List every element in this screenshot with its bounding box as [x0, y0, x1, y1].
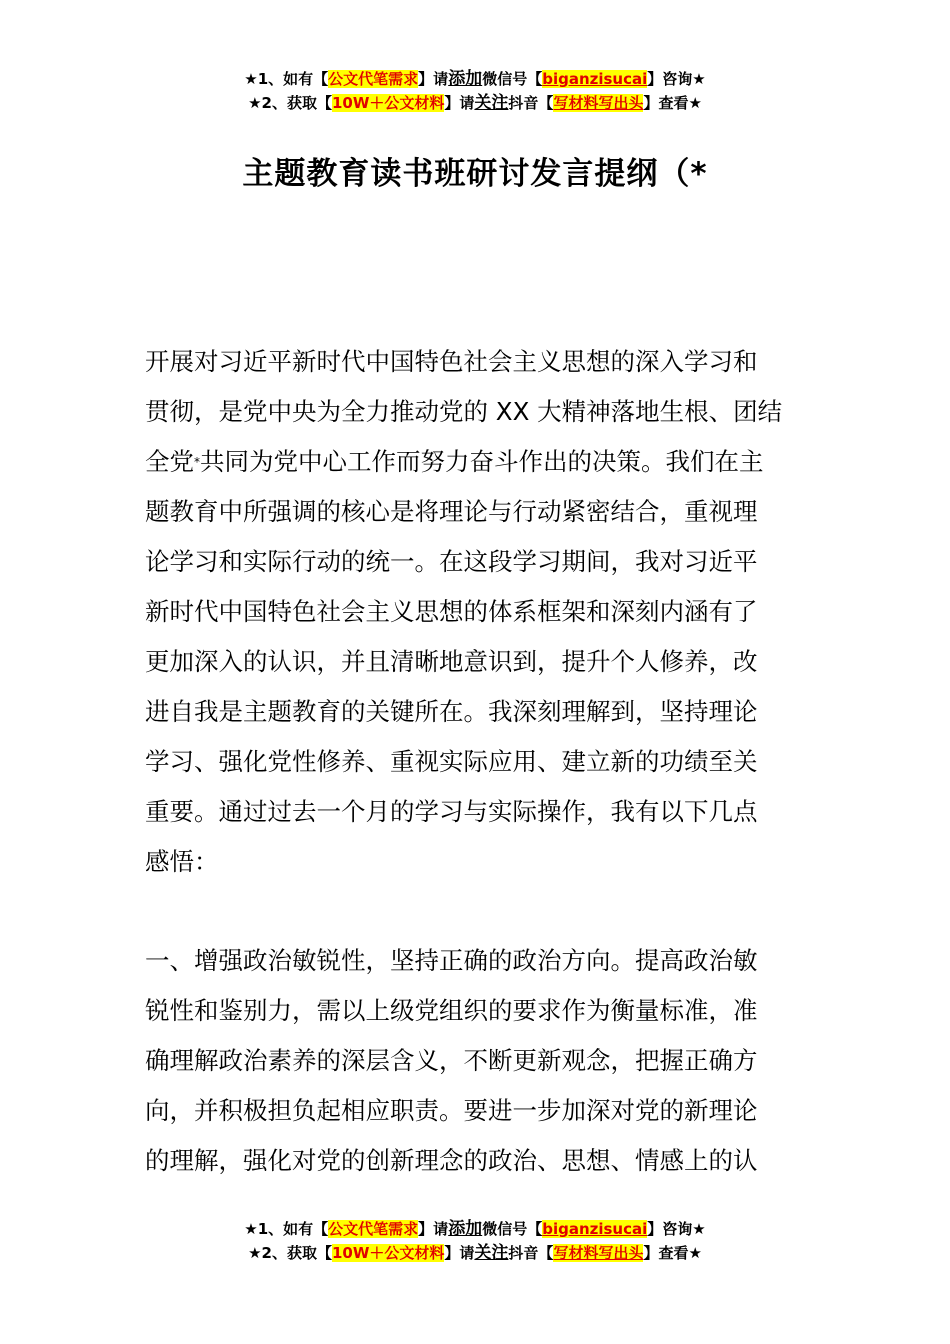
- promo-underlined: 关注: [474, 1243, 509, 1263]
- text-line: 论学习和实际行动的统一。在这段学习期间，我对习近平: [145, 547, 758, 576]
- promo-text: 】咨询★: [647, 1220, 706, 1238]
- text-line: 感悟：: [145, 847, 219, 876]
- promo-line-1: [0, 1217, 950, 1241]
- promo-text: 】请: [418, 1220, 449, 1238]
- promo-underlined: 关注: [474, 93, 509, 113]
- text-line: 进自我是主题教育的关键所在。我深刻理解到，坚持理论: [145, 697, 758, 726]
- text-line: 重要。通过过去一个月的学习与实际操作，我有以下几点: [145, 797, 758, 826]
- paragraph-section-1: [145, 936, 813, 1186]
- text-segment: 共同为党中心工作而努力奋斗作出的决策。我们在主: [200, 447, 764, 476]
- promo-douyin-id: 写材料写出头: [553, 94, 644, 112]
- promo-line-2: [0, 1241, 950, 1265]
- text-line: 学习、强化党性修养、重视实际应用、建立新的功绩至关: [145, 747, 758, 776]
- promo-text: 微信号【: [482, 70, 543, 88]
- promo-text: 】请: [444, 94, 475, 112]
- promo-text: 】咨询★: [647, 70, 706, 88]
- text-line: 锐性和鉴别力，需以上级党组织的要求作为衡量标准，准: [145, 996, 758, 1025]
- promo-banner-bottom: [0, 1217, 950, 1265]
- text-line: 确理解政治素养的深层含义，不断更新观念，把握正确方: [145, 1046, 758, 1075]
- promo-text: 抖音【: [508, 1244, 554, 1262]
- paragraph-intro: [145, 337, 813, 887]
- text-line: 题教育中所强调的核心是将理论与行动紧密结合，重视理: [145, 497, 758, 526]
- text-line: 开展对习近平新时代中国特色社会主义思想的深入学习和: [145, 347, 758, 376]
- promo-highlight: 公文代笔需求: [328, 1220, 419, 1238]
- footnote-star: *: [194, 455, 200, 469]
- promo-text: 】请: [418, 70, 449, 88]
- promo-wechat-id: biganzisucai: [542, 70, 648, 88]
- text-line: 向，并积极担负起相应职责。要进一步加深对党的新理论: [145, 1096, 758, 1125]
- text-line: [145, 437, 813, 487]
- promo-underlined: 添加: [448, 69, 483, 89]
- text-line: 一、增强政治敏锐性，坚持正确的政治方向。提高政治敏: [145, 946, 758, 975]
- text-line: 贯彻，是党中央为全力推动党的 XX 大精神落地生根、团结: [145, 397, 783, 426]
- promo-line-2: [0, 91, 950, 115]
- text-segment: 全党: [145, 447, 194, 476]
- text-line: 更加深入的认识，并且清晰地意识到，提升个人修养，改: [145, 647, 758, 676]
- promo-highlight: 10W＋公文材料: [331, 94, 445, 112]
- text-line: 新时代中国特色社会主义思想的体系框架和深刻内涵有了: [145, 597, 758, 626]
- promo-text: ★2、获取【: [248, 1244, 332, 1262]
- promo-line-1: [0, 67, 950, 91]
- promo-underlined: 添加: [448, 1219, 483, 1239]
- promo-text: ★1、如有【: [244, 70, 329, 88]
- promo-banner-top: [0, 67, 950, 115]
- text-line: 的理解，强化对党的创新理念的政治、思想、情感上的认: [145, 1146, 758, 1175]
- promo-text: 】查看★: [643, 94, 702, 112]
- promo-text: 】查看★: [643, 1244, 702, 1262]
- promo-highlight: 10W＋公文材料: [331, 1244, 445, 1262]
- promo-text: ★1、如有【: [244, 1220, 329, 1238]
- promo-text: ★2、获取【: [248, 94, 332, 112]
- promo-highlight: 公文代笔需求: [328, 70, 419, 88]
- promo-text: 】请: [444, 1244, 475, 1262]
- promo-text: 抖音【: [508, 94, 554, 112]
- document-title: 主题教育读书班研讨发言提纲（*: [242, 156, 708, 192]
- promo-text: 微信号【: [482, 1220, 543, 1238]
- promo-douyin-id: 写材料写出头: [553, 1244, 644, 1262]
- promo-wechat-id: biganzisucai: [542, 1220, 648, 1238]
